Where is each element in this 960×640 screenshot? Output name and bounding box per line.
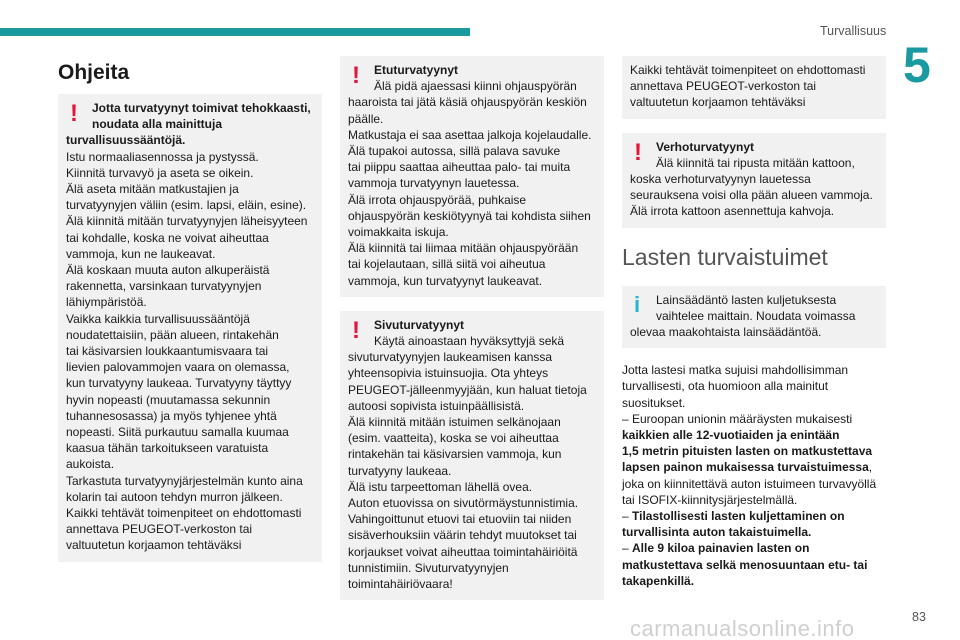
text-line: voimakkaita iskuja. (348, 225, 449, 240)
text-line: lähiympäristöä. (66, 295, 147, 310)
text-line: annettava PEUGEOT-verkoston tai (66, 522, 253, 537)
column-3 (622, 56, 886, 589)
text-line: turvatyynyjen väliin (esim. lapsi, eläin, esine). (66, 198, 307, 213)
legislation-info-tail: olevaa maakohtaista lainsäädäntöä. (630, 325, 822, 340)
front-airbags-box (340, 56, 604, 297)
text-line: Älä tupakoi autossa, sillä palava savuke (348, 144, 561, 159)
text-line: rintakehän tai käsivarsien vammoja, kun (348, 447, 562, 462)
text-line: Älä irrota kattoon asennettuja kahvoja. (630, 204, 835, 219)
text-line: tuhannesosassa) ja myös tyhjenee yhtä (66, 408, 277, 423)
watermark: carmanualsonline.info (630, 616, 855, 640)
warning-icon: ! (352, 62, 360, 89)
side-airbags-title: Sivuturvatyynyt (374, 317, 465, 332)
text-line: valtuutetun korjaamon tehtäväksi (630, 95, 806, 110)
text-line: Kiinnitä turvavyö ja aseta se oikein. (66, 165, 254, 180)
service-note-text (630, 62, 878, 111)
child-seat-recommendations: Jotta lastesi matka sujuisi mahdollisimman turvallisesti, ota huomioon alla mainitut suositukset. – Euroopan unionin määräysten mukaisesti kaikkien alle 12-vuotiaiden ja enintään 1,5 metrin pituisten lasten on matkustettava lapsen painon mukaisessa turvaistuimessa, joka on kiinnitettävä auton istuimeen turvavyöllä tai ISOFIX-kiinnitysjärjestelmällä. – Tilastollisesti lasten kuljettaminen on turvallisinta auton takaistuimella. – Alle 9 kiloa painavien lasten on matkustettava selkä menosuuntaan etu- tai takapenkillä. (622, 363, 877, 588)
text-line: aukoista. (66, 457, 115, 472)
text-line: Matkustaja ei saa asettaa jalkoja kojelaudalle. (348, 127, 592, 142)
text-line: kolarin tai autoon tehdyn murron jälkeen. (66, 489, 283, 504)
chapter-number: 5 (903, 37, 931, 93)
text-line: kaasua tähän tarkoitukseen varatuista (66, 441, 269, 456)
column-1 (58, 60, 322, 576)
legislation-info-box (622, 286, 886, 349)
text-line: annettava PEUGEOT-verkoston tai (630, 79, 817, 94)
text-line: sisäverhouksiin väärin tehdyt muutokset tai (348, 528, 577, 543)
text-line: toimintahäiriövaara! (348, 577, 453, 592)
curtain-airbags-box (622, 133, 886, 228)
text-line: Vaikka kaikkia turvallisuussääntöjä (66, 311, 250, 326)
text-line: Vahingoittunut etuovi tai etuoviin tai niiden (348, 512, 572, 527)
text-line: Istu normaaliasennossa ja pystyssä. (66, 149, 259, 164)
text-line: Älä aseta mitään matkustajien ja (66, 182, 239, 197)
text-line: korjaukset voivat aiheuttaa toimintahäiriöitä (348, 544, 578, 559)
front-airbags-title: Etuturvatyynyt (374, 63, 459, 77)
warning-icon: ! (352, 316, 360, 344)
curtain-airbags-title: Verhoturvatyynyt (656, 139, 755, 154)
text-line: Tarkastuta turvatyynyjärjestelmän kunto aina (66, 473, 303, 488)
warning-icon: ! (634, 138, 642, 166)
text-line: tai kojelautaan, sillä siitä voi aiheutua (348, 257, 546, 272)
text-line: tunnistimiin. Sivuturvatyynyjen (348, 560, 509, 575)
text-line: yhteensopivia istuinsuojia. Ota yhteys (348, 366, 549, 381)
service-note-box (622, 56, 886, 119)
text-line: PEUGEOT-jälleenmyyjään, kun haluat tietoja (348, 382, 587, 397)
text-line: vammoja, kun ne laukeavat. (66, 246, 216, 261)
page-heading: Ohjeita (58, 61, 130, 84)
side-airbags-box (340, 311, 604, 600)
text-line: Älä kiinnitä mitään istuimen selkänojaan (348, 415, 561, 430)
text-line: koska verhoturvatyynyn lauetessa (630, 172, 811, 187)
curtain-airbags-lead: ! Verhoturvatyynyt Älä kiinnitä tai ripusta mitään kattoon, (630, 139, 878, 171)
section-heading-child-seats: Lasten turvaistuimet (622, 243, 828, 270)
text-line: Älä irrota ohjauspyörää, puhkaise (348, 192, 527, 207)
text-line: hyvin nopeasti (muutamassa sekunnin (66, 392, 271, 407)
section-title: Turvallisuus (820, 24, 887, 38)
text-line: (esim. vaatteita), koska se voi aiheuttaa (348, 431, 559, 446)
page-number: 83 (912, 610, 926, 624)
header-accent-bar (0, 28, 470, 36)
text-line: noudatettaisiin, pään alueen, rintakehän (66, 327, 279, 342)
safety-rules-lead: ! Jotta turvatyynyt toimivat tehokkaasti, noudata alla mainittuja (70, 100, 311, 132)
text-line: nopeasti. Siitä purkautuu samalla kuumaa (66, 425, 289, 440)
front-airbags-text (348, 94, 596, 288)
safety-rules-text (66, 149, 314, 554)
text-line: Älä kiinnitä tai liimaa mitään ohjauspyörään (348, 241, 579, 256)
text-line: sivuturvatyynyjen laukeamisen kanssa (348, 350, 553, 365)
side-airbags-text (348, 349, 596, 592)
safety-rules-box (58, 94, 322, 562)
text-line: Auton etuovissa on sivutörmäystunnistimia. (348, 496, 579, 511)
text-line: seurauksena voisi olla pään alueen vammoja. (630, 188, 873, 203)
curtain-airbags-text (630, 171, 878, 220)
info-icon: i (634, 291, 641, 317)
text-line: Kaikki tehtävät toimenpiteet on ehdottomasti (630, 63, 866, 77)
text-line: tai piippu saattaa aiheuttaa palo- tai muita (348, 160, 571, 175)
text-line: autoosi sopivista istuinpäällisistä. (348, 398, 525, 413)
text-line: vammoja turvatyynyn lauetessa. (348, 176, 520, 191)
legislation-info-lead: i Lainsäädäntö lasten kuljetuksesta vaihtelee maittain. Noudata voimassa (634, 291, 856, 323)
text-line: Älä koskaan muuta auton alkuperäistä (66, 263, 270, 278)
text-line: rakennetta, varsinkaan turvatyynyjen (66, 279, 262, 294)
text-line: Älä istu tarpeettoman lähellä ovea. (348, 479, 533, 494)
column-2 (340, 56, 604, 614)
text-line: päälle. (348, 111, 384, 126)
text-line: Älä kiinnitä mitään turvatyynyjen läheisyyteen (66, 214, 308, 229)
text-line: ohjauspyörän keskiötyynyä tai kohdista siihen (348, 208, 591, 223)
front-airbags-lead: ! Etuturvatyynyt Älä pidä ajaessasi kiinni ohjauspyörän (348, 62, 596, 94)
text-line: vammoja, kun turvatyynyt laukeavat. (348, 273, 543, 288)
side-airbags-lead: ! Sivuturvatyynyt Käytä ainoastaan hyväksyttyjä sekä (348, 317, 596, 349)
warning-icon: ! (70, 100, 78, 127)
safety-rules-lead-tail: turvallisuussääntöjä. (66, 133, 186, 148)
text-line: lievien palovammojen vaara on olemassa, (66, 360, 290, 375)
text-line: haaroista tai jätä käsiä ohjauspyörän keskiön (348, 95, 587, 110)
text-line: kun turvatyyny laukeaa. Turvatyyny täyttyy (66, 376, 292, 391)
text-line: turvatyyny laukeaa. (348, 463, 452, 478)
text-line: Kaikki tehtävät toimenpiteet on ehdottomasti (66, 506, 302, 521)
text-line: valtuutetun korjaamon tehtäväksi (66, 538, 242, 553)
text-line: tai kohdalle, koska ne voivat aiheuttaa (66, 230, 269, 245)
text-line: tai käsivarsien loukkaantumisvaara tai (66, 344, 269, 359)
